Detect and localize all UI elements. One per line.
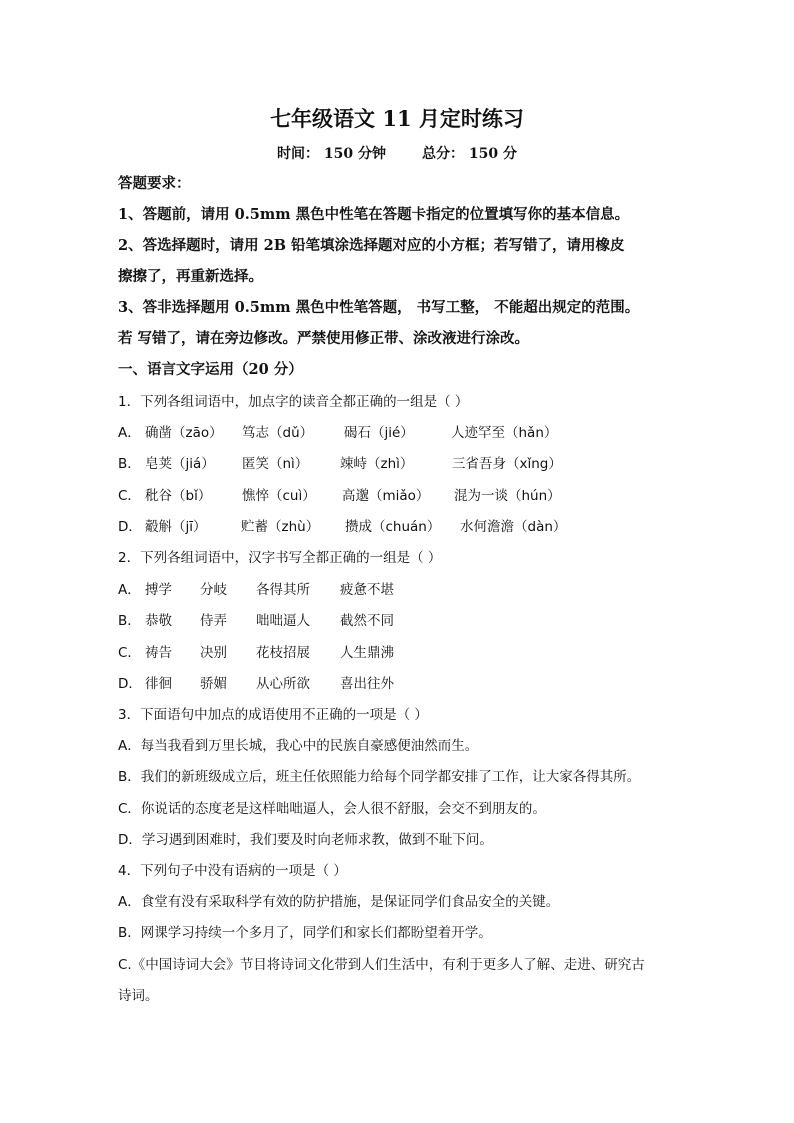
exam-title: 七年级语文 11 月定时练习 <box>270 106 524 131</box>
question-4-option-a: A．食堂有没有采取科学有效的防护措施，是保证同学们食品安全的关键。 <box>118 894 560 910</box>
instructions-heading: 答题要求： <box>118 175 191 192</box>
question-4-option-b: B．网课学习持续一个多月了，同学们和家长们都盼望着开学。 <box>118 925 492 941</box>
instruction-line: 若 写错了，请在旁边修改。严禁使用修正带、涂改液进行涂改。 <box>118 330 530 347</box>
question-1-option-a: A． 确凿（zāo） 笃志（dǔ） 碣石（jié） 人迹罕至（hǎn） <box>118 425 558 441</box>
exam-time: 时间： 150 分钟 <box>277 146 386 162</box>
question-1-option-d: D． 觳斛（jī） 贮蓄（zhù） 攒成（chuán） 水何澹澹（dàn） <box>118 519 567 535</box>
section-heading: 一、语言文字运用（20 分） <box>118 361 303 378</box>
question-4-stem: 4．下列句子中没有语病的一项是（ ） <box>118 863 347 879</box>
question-3-option-c: C．你说话的态度老是这样咄咄逼人，会人很不舒服，会交不到朋友的。 <box>118 801 546 817</box>
instruction-line: 擦擦了，再重新选择。 <box>118 268 263 285</box>
instruction-line: 2、答选择题时，请用 2B 铅笔填涂选择题对应的小方框；若写错了，请用橡皮 <box>118 237 625 254</box>
question-2-option-a: A． 搏学 分岐 各得其所 疲惫不堪 <box>118 582 394 598</box>
question-2-stem: 2．下列各组词语中，汉字书写全都正确的一组是（ ） <box>118 550 442 566</box>
instruction-line: 1、答题前，请用 0.5mm 黑色中性笔在答题卡指定的位置填写你的基本信息。 <box>118 206 630 223</box>
question-1-option-b: B． 皂荚（jiá） 匿笑（nì） 竦峙（zhì） 三省吾身（xǐng） <box>118 456 562 472</box>
question-2-option-d: D． 徘徊 骄媚 从心所欲 喜出往外 <box>118 676 394 692</box>
question-3-stem: 3．下面语句中加点的成语使用不正确的一项是（ ） <box>118 707 428 723</box>
exam-subtitle <box>0 143 794 165</box>
question-4-option-c-continued: 诗词。 <box>118 988 159 1004</box>
question-1-stem: 1．下列各组词语中，加点字的读音全都正确的一组是（ ） <box>118 394 469 410</box>
question-2-option-b: B． 恭敬 侍弄 咄咄逼人 截然不同 <box>118 613 394 629</box>
question-1-option-c: C． 秕谷（bǐ） 憔悴（cuì） 高邈（miǎo） 混为一谈（hún） <box>118 488 561 504</box>
question-3-option-b: B．我们的新班级成立后，班主任依照能力给每个同学都安排了工作，让大家各得其所。 <box>118 769 641 785</box>
question-3-option-a: A．每当我看到万里长城，我心中的民族自豪感便油然而生。 <box>118 738 479 754</box>
exam-score: 总分： 150 分 <box>422 146 517 162</box>
question-3-option-d: D．学习遇到困难时，我们要及时向老师求教，做到不耻下问。 <box>118 832 493 848</box>
question-4-option-c: C.《中国诗词大会》节目将诗词文化带到人们生活中，有利于更多人了解、走进、研究古 <box>118 957 645 973</box>
instruction-line: 3、答非选择题用 0.5mm 黑色中性笔答题， 书写工整， 不能超出规定的范围。 <box>118 299 640 316</box>
question-2-option-c: C． 祷告 决别 花枝招展 人生鼎沸 <box>118 645 394 661</box>
